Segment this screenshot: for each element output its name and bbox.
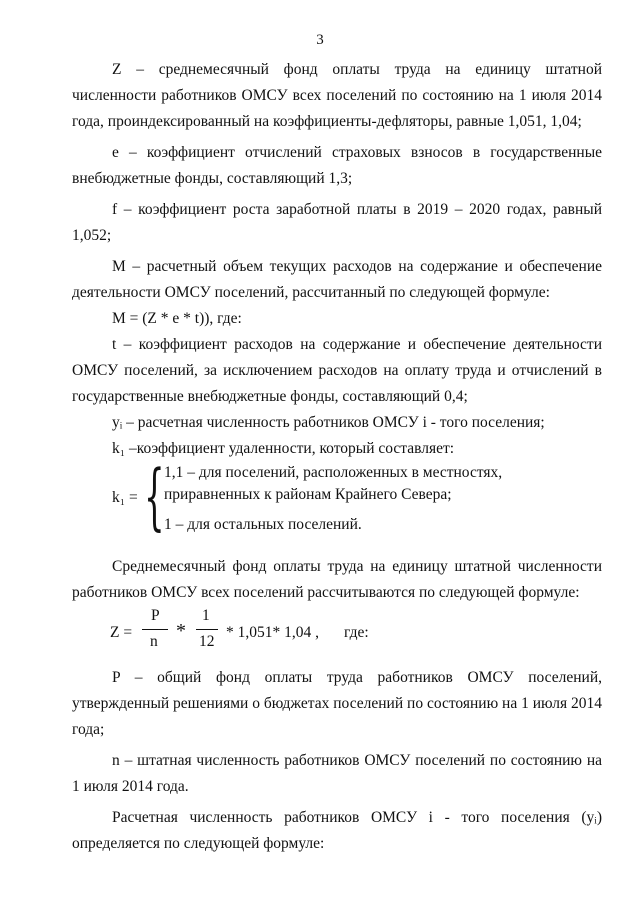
paragraph-e-definition: e – коэффициент отчислений страховых взносов в государственные внебюджетные фонды, составляющий 1,3; <box>72 144 602 187</box>
paragraph-y-definition: yᵢ – расчетная численность работников ОМСУ i - того поселения; <box>112 414 545 431</box>
paragraph-p-definition: P – общий фонд оплаты труда работников ОМСУ поселений, утвержденный решениями о бюджетах поселений по состоянию на 1 июля 2014 года; <box>72 669 602 738</box>
formula-z-lhs: Z = <box>110 624 133 641</box>
formula-z <box>72 606 602 660</box>
formula-m: M = (Z * e * t)), где: <box>112 310 242 327</box>
paragraph-n-definition: n – штатная численность работников ОМСУ поселений по состоянию на 1 июля 2014 года. <box>72 752 602 795</box>
fraction-bar <box>196 629 218 630</box>
k1-case-line-3: 1 – для остальных поселений. <box>164 516 362 533</box>
formula-z-denominator-12: 12 <box>199 633 215 650</box>
document-body <box>72 57 602 857</box>
paragraph-z-definition: Z – среднемесячный фонд оплаты труда на единицу штатной численности работников ОМСУ всех поселений по состоянию на 1 июля 2014 года, проиндексированный на коэффициенты-дефляторы, равные 1,051, 1,04; <box>72 61 602 130</box>
paragraph-k1-definition: k₁ –коэффициент удаленности, который составляет: <box>112 440 455 457</box>
paragraph-z-formula-intro: Среднемесячный фонд оплаты труда на единицу штатной численности работников ОМСУ всех поселений рассчитываются по следующей формуле: <box>72 558 602 601</box>
formula-z-multiply: * <box>176 620 186 642</box>
k1-case-system <box>72 454 602 540</box>
formula-z-denominator-n: n <box>150 633 158 650</box>
k1-case-line-1: 1,1 – для поселений, расположенных в местностях, <box>164 464 503 481</box>
k1-case-line-2: приравненных к районам Крайнего Севера; <box>164 486 452 503</box>
paragraph-t-definition: t – коэффициент расходов на содержание и обеспечение деятельности ОМСУ поселений, за исключением расходов на оплату труда и отчислений в государственные внебюджетные фонды, составляющий 0,4; <box>72 336 602 405</box>
paragraph-f-definition: f – коэффициент роста заработной платы в 2019 – 2020 годах, равный 1,052; <box>72 201 602 244</box>
fraction-bar <box>142 629 168 630</box>
left-brace-icon: { <box>144 454 165 538</box>
formula-z-numerator-1: 1 <box>202 607 210 624</box>
formula-z-where: где: <box>344 624 369 641</box>
page-number: 3 <box>316 32 324 48</box>
formula-z-coefficients: * 1,051* 1,04 , <box>226 624 319 641</box>
paragraph-m-definition: M – расчетный объем текущих расходов на содержание и обеспечение деятельности ОМСУ поселений, рассчитанный по следующей формуле: <box>72 258 602 301</box>
formula-z-numerator-p: P <box>151 607 160 624</box>
paragraph-y-formula-intro: Расчетная численность работников ОМСУ i - того поселения (yᵢ) определяется по следующей формуле: <box>72 809 602 852</box>
k1-system-lhs: k₁ = <box>112 489 138 506</box>
